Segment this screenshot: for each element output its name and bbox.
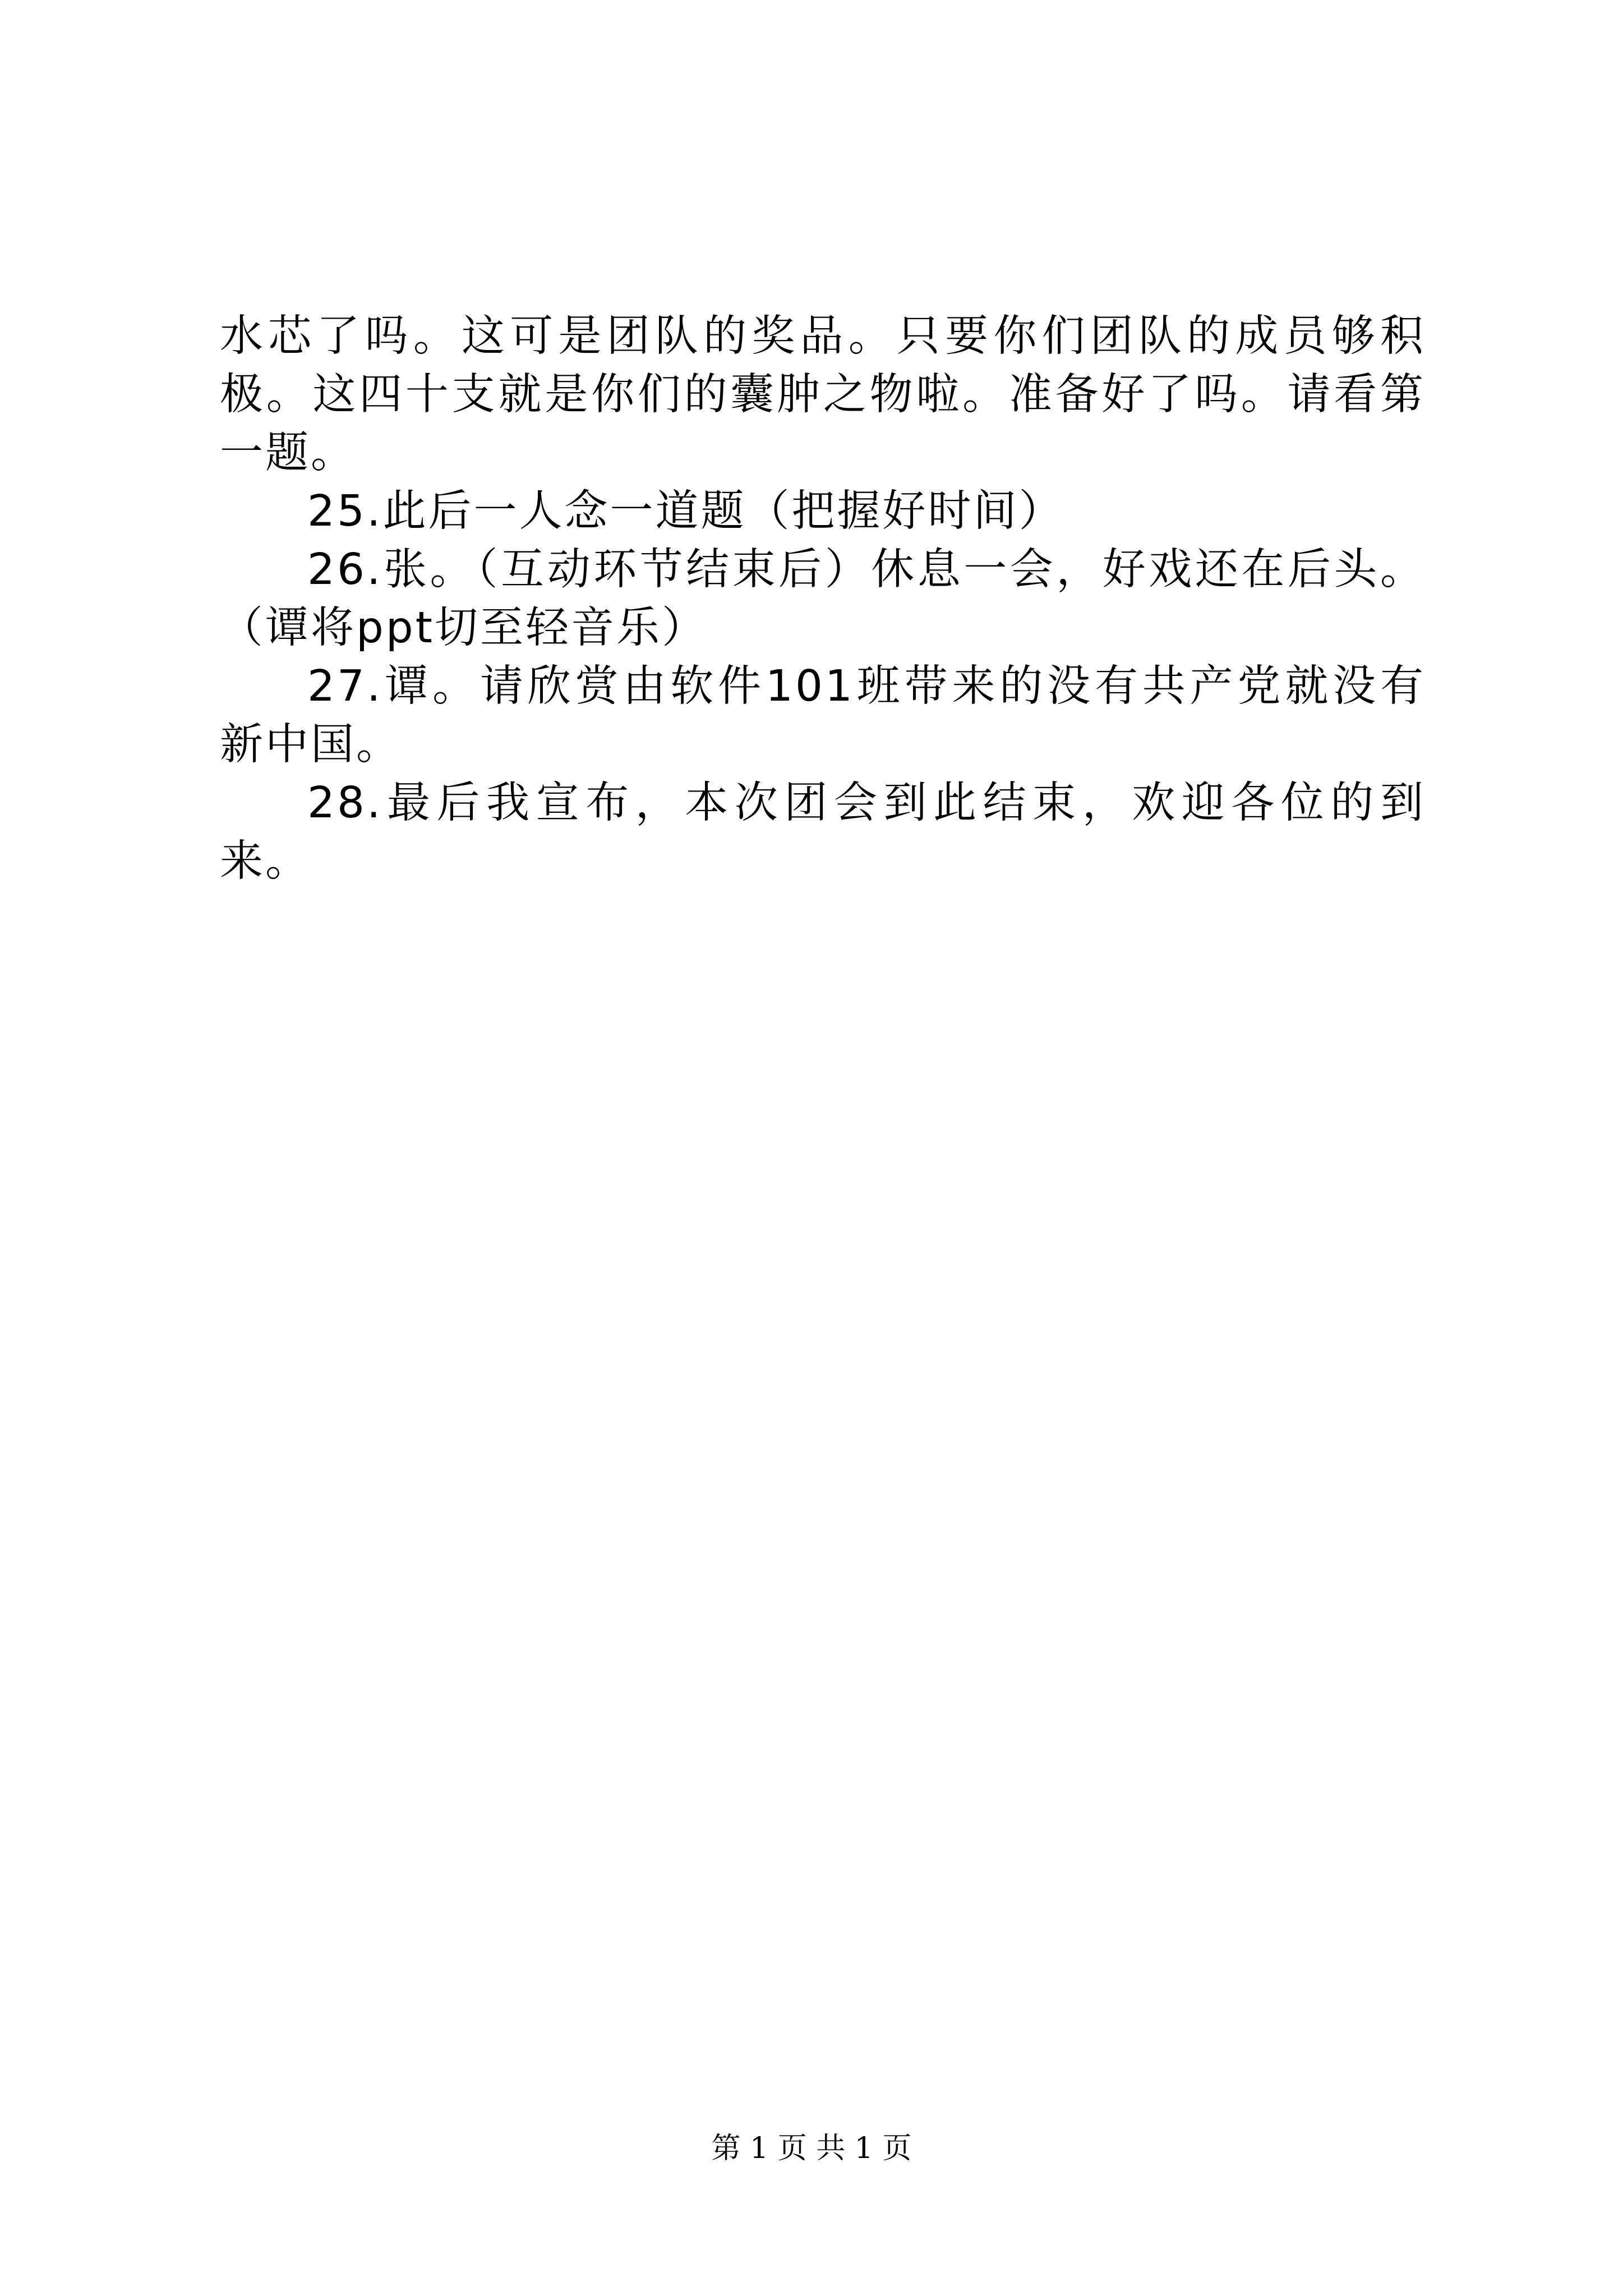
paragraph-item-27: 27.谭。请欣赏由软件101班带来的没有共产党就没有新中国。 (220, 661, 1426, 770)
document-body (220, 307, 1426, 891)
paragraph-item-26: 26.张。（互动环节结束后）休息一会，好戏还在后头。（谭将ppt切至轻音乐） (220, 545, 1426, 653)
paragraph-item-25: 25.此后一人念一道题（把握好时间） (307, 486, 1064, 536)
paragraph-continuation: 水芯了吗。这可是团队的奖品。只要你们团队的成员够积极。这四十支就是你们的囊肿之物啦。准备好了吗。请看第一题。 (220, 311, 1426, 478)
paragraph-item-28: 28.最后我宣布，本次团会到此结束，欢迎各位的到来。 (220, 778, 1426, 886)
page-footer: 第 1 页 共 1 页 (711, 2132, 912, 2165)
